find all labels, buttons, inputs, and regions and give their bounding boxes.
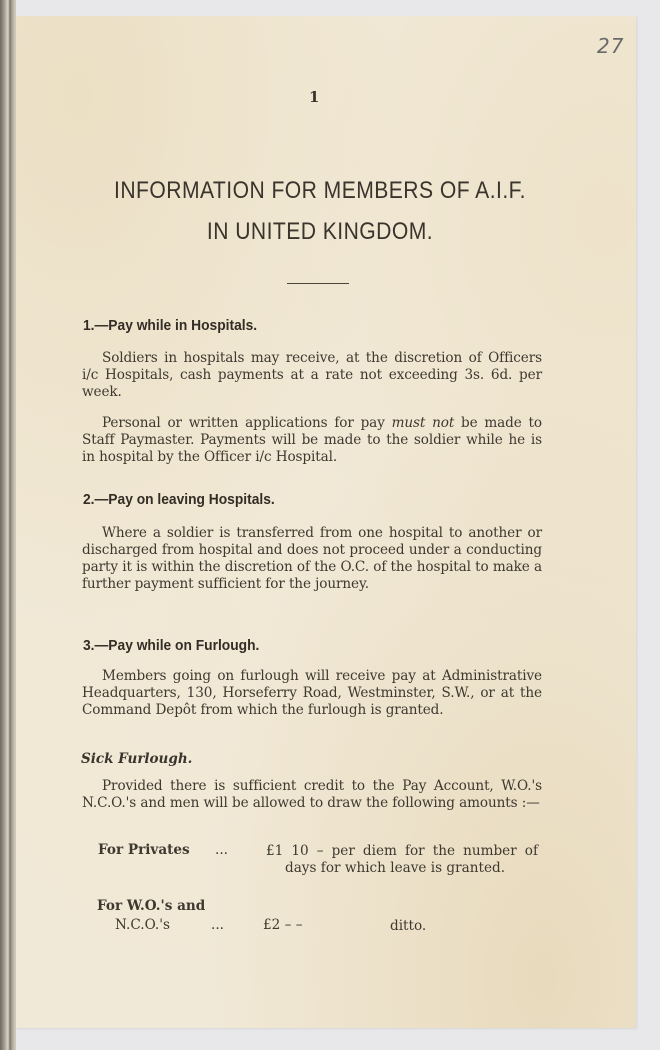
description-text <box>266 843 538 877</box>
document-title-line-2: IN UNITED KINGDOM. <box>206 218 434 245</box>
amount-value-wo-nco: £2 – – <box>263 917 303 933</box>
label-text: For W.O.'s and <box>97 898 206 914</box>
archive-folio-number: 27 <box>597 34 625 58</box>
section-1-heading: 1.—Pay while in Hospitals. <box>83 317 258 334</box>
section-2-heading: 2.—Pay on leaving Hospitals. <box>83 491 275 508</box>
section-1-paragraph-2 <box>82 415 542 466</box>
page-number: 1 <box>309 88 320 106</box>
amount-leader-wo-nco: ... <box>211 917 224 933</box>
amount-label-privates <box>98 842 190 859</box>
sick-furlough-paragraph: Provided there is sufficient credit to the Pay Account, W.O.'s N.C.O.'s and men will be allowed to draw the following amounts :— <box>82 778 542 811</box>
description-text: £1 10 – per diem for the number of days for which leave is granted. <box>266 843 538 876</box>
label-text: For Privates <box>98 842 190 858</box>
section-1-paragraph-1: Soldiers in hospitals may receive, at the discretion of Officers i/c Hospitals, cash payments at a rate not exceeding 3s. 6d. per week. <box>82 350 542 400</box>
amount-label-wo-nco-line-1 <box>97 898 205 915</box>
amount-description-wo-nco: ditto. <box>390 918 427 934</box>
emphasis-must-not: must not <box>391 415 455 431</box>
amount-label-wo-nco-line-2: N.C.O.'s <box>115 917 170 933</box>
section-3-paragraph-1: Members going on furlough will receive pay at Administrative Headquarters, 130, Horseferry Road, Westminster, S.W., or at the Command Depôt from which the furlough is granted. <box>82 668 542 718</box>
amount-description-privates <box>266 843 538 877</box>
paragraph-text: be made to Staff Paymaster. Payments will be made to the soldier while he is in hospital by the Officer i/c Hospital. <box>82 415 542 465</box>
title-divider-rule <box>287 283 349 284</box>
book-binding-edge <box>0 0 16 1050</box>
section-3-heading: 3.—Pay while on Furlough. <box>83 637 260 654</box>
sick-furlough-subheading: Sick Furlough. <box>81 751 193 767</box>
amount-leader-privates: ... <box>215 842 228 858</box>
paragraph-text: Personal or written applications for pay <box>102 415 392 431</box>
section-2-paragraph-1: Where a soldier is transferred from one hospital to another or discharged from hospital and does not proceed under a conducting party it is within the discretion of the O.C. of the hospital to make a further payment sufficient for the journey. <box>82 525 542 592</box>
document-title-line-1: INFORMATION FOR MEMBERS OF A.I.F. <box>114 177 526 204</box>
